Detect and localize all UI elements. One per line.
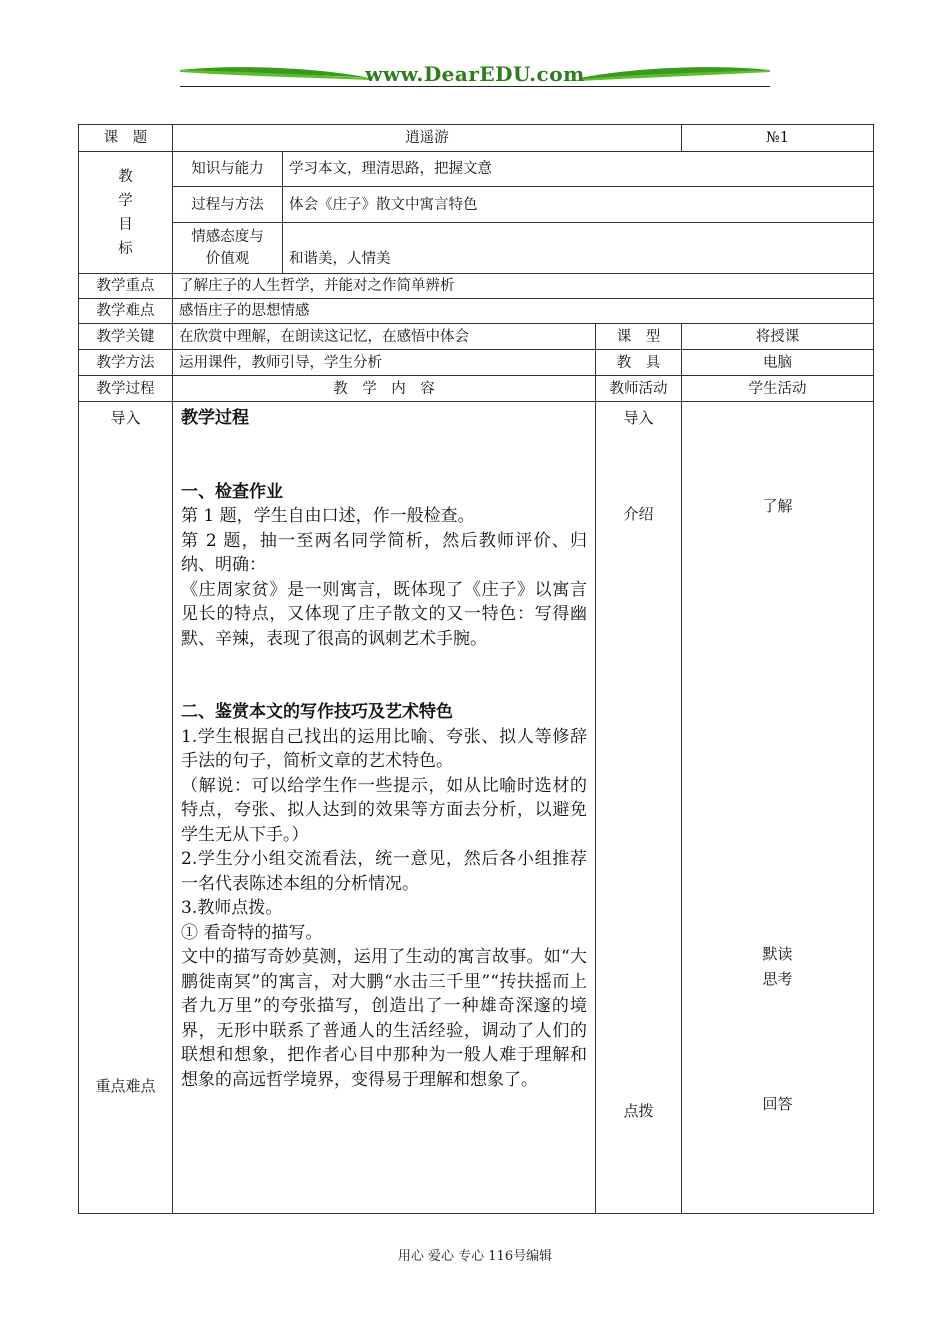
content-title: 教学过程 [181, 408, 249, 428]
student-activity-item: 了解 [762, 497, 793, 515]
paragraph: ① 看奇特的描写。 [181, 922, 323, 943]
student-activity-column [682, 402, 874, 1214]
objectives-label-chars: 教 学 目 标 [118, 168, 133, 257]
objective-text: 体会《庄子》散文中寓言特色 [283, 187, 874, 223]
paragraph: （解说：可以给学生作一些提示，如从比喻时选材的特点，夸张、拟人达到的效果等方面去分析，以避免学生无从下手。） [181, 775, 587, 845]
paragraph: 文中的描写奇妙莫测，运用了生动的寓言故事。如“大鹏徙南冥”的寓言，对大鹏“水击三千里”“抟扶摇而上者九万里”的夸张描写，创造出了一种雄奇深邃的境界，无形中联系了普通人的生活经验，调动了人们的联想和想象，把作者心目中那种为一般人难于理解和想象的高远哲学境界，变得易于理解和想象了。 [181, 947, 587, 1090]
lesson-number: №1 [682, 125, 874, 152]
teacher-activity-item: 介绍 [623, 505, 654, 523]
objective-text: 学习本文，理清思路，把握文意 [283, 152, 874, 187]
row-process-header [79, 376, 874, 402]
paragraph: 2.学生分小组交流看法，统一意见，然后各小组推荐一名代表陈述本组的分析情况。 [181, 849, 587, 894]
topic-label: 课 题 [79, 125, 173, 152]
difficulties-label: 教学难点 [79, 299, 173, 324]
difficulties-text: 感悟庄子的思想情感 [173, 299, 874, 324]
row-method [79, 350, 874, 376]
objective-category: 过程与方法 [173, 187, 283, 223]
row-objective-attitude [79, 223, 874, 274]
objective-category: 知识与能力 [173, 152, 283, 187]
row-process-body [79, 402, 874, 1214]
logo-text[interactable]: www.DearEDU.com [365, 62, 585, 86]
lesson-type-label: 课 型 [596, 324, 682, 350]
header-divider [180, 86, 770, 87]
tool-value: 电脑 [682, 350, 874, 376]
student-activity-header: 学生活动 [682, 376, 874, 402]
content-column [173, 402, 596, 1214]
teacher-activity-item: 点拨 [623, 1102, 654, 1120]
process-label: 教学过程 [79, 376, 173, 402]
row-objective-knowledge [79, 152, 874, 187]
teacher-activity-column [596, 402, 682, 1214]
stage-intro: 导入 [110, 409, 141, 427]
method-text: 运用课件，教师引导，学生分析 [173, 350, 596, 376]
teacher-activity-item: 导入 [623, 409, 654, 427]
stage-key-difficult: 重点难点 [95, 1077, 156, 1095]
row-topic [79, 125, 874, 152]
row-objective-process [79, 187, 874, 223]
student-activity-item: 回答 [762, 1095, 793, 1113]
row-difficulties [79, 299, 874, 324]
stage-column [79, 402, 173, 1214]
spacer [181, 431, 587, 480]
key-points-text: 了解庄子的人生哲学，并能对之作简单辨析 [173, 274, 874, 299]
key-points-label: 教学重点 [79, 274, 173, 299]
paragraph: 第 1 题，学生自由口述，作一般检查。 [181, 506, 475, 526]
teacher-activity-header: 教师活动 [596, 376, 682, 402]
lesson-plan-table [78, 124, 874, 1214]
student-activity-item: 思考 [762, 970, 793, 988]
lesson-type-value: 将授课 [682, 324, 874, 350]
key-text: 在欣赏中理解，在朗读这记忆，在感悟中体会 [173, 324, 596, 350]
row-key [79, 324, 874, 350]
spacer [181, 651, 587, 700]
page-footer: 用心 爱心 专心 116号编辑 [397, 1249, 553, 1264]
student-activity-item: 默读 [762, 945, 793, 963]
paragraph: 3.教师点拨。 [181, 898, 283, 918]
tool-label: 教 具 [596, 350, 682, 376]
topic-title: 逍遥游 [173, 125, 682, 152]
paragraph: 1.学生根据自己找出的运用比喻、夸张、拟人等修辞手法的句子，简析文章的艺术特色。 [181, 726, 587, 771]
method-label: 教学方法 [79, 350, 173, 376]
objectives-label [79, 152, 173, 274]
section-title: 一、检查作业 [181, 481, 283, 502]
objective-category: 情感态度与 价值观 [173, 223, 283, 274]
content-header: 教 学 内 容 [173, 376, 596, 402]
row-key-points [79, 274, 874, 299]
section-title: 二、鉴赏本文的写作技巧及艺术特色 [181, 702, 453, 722]
objective-text: 和谐美，人情美 [283, 223, 874, 274]
paragraph: 第 2 题，抽一至两名同学简析，然后教师评价、归纳、明确： [181, 530, 587, 575]
key-label: 教学关键 [79, 324, 173, 350]
paragraph: 《庄周家贫》是一则寓言，既体现了《庄子》以寓言见长的特点，又体现了庄子散文的又一特色：写得幽默、辛辣，表现了很高的讽刺艺术手腕。 [181, 579, 587, 649]
